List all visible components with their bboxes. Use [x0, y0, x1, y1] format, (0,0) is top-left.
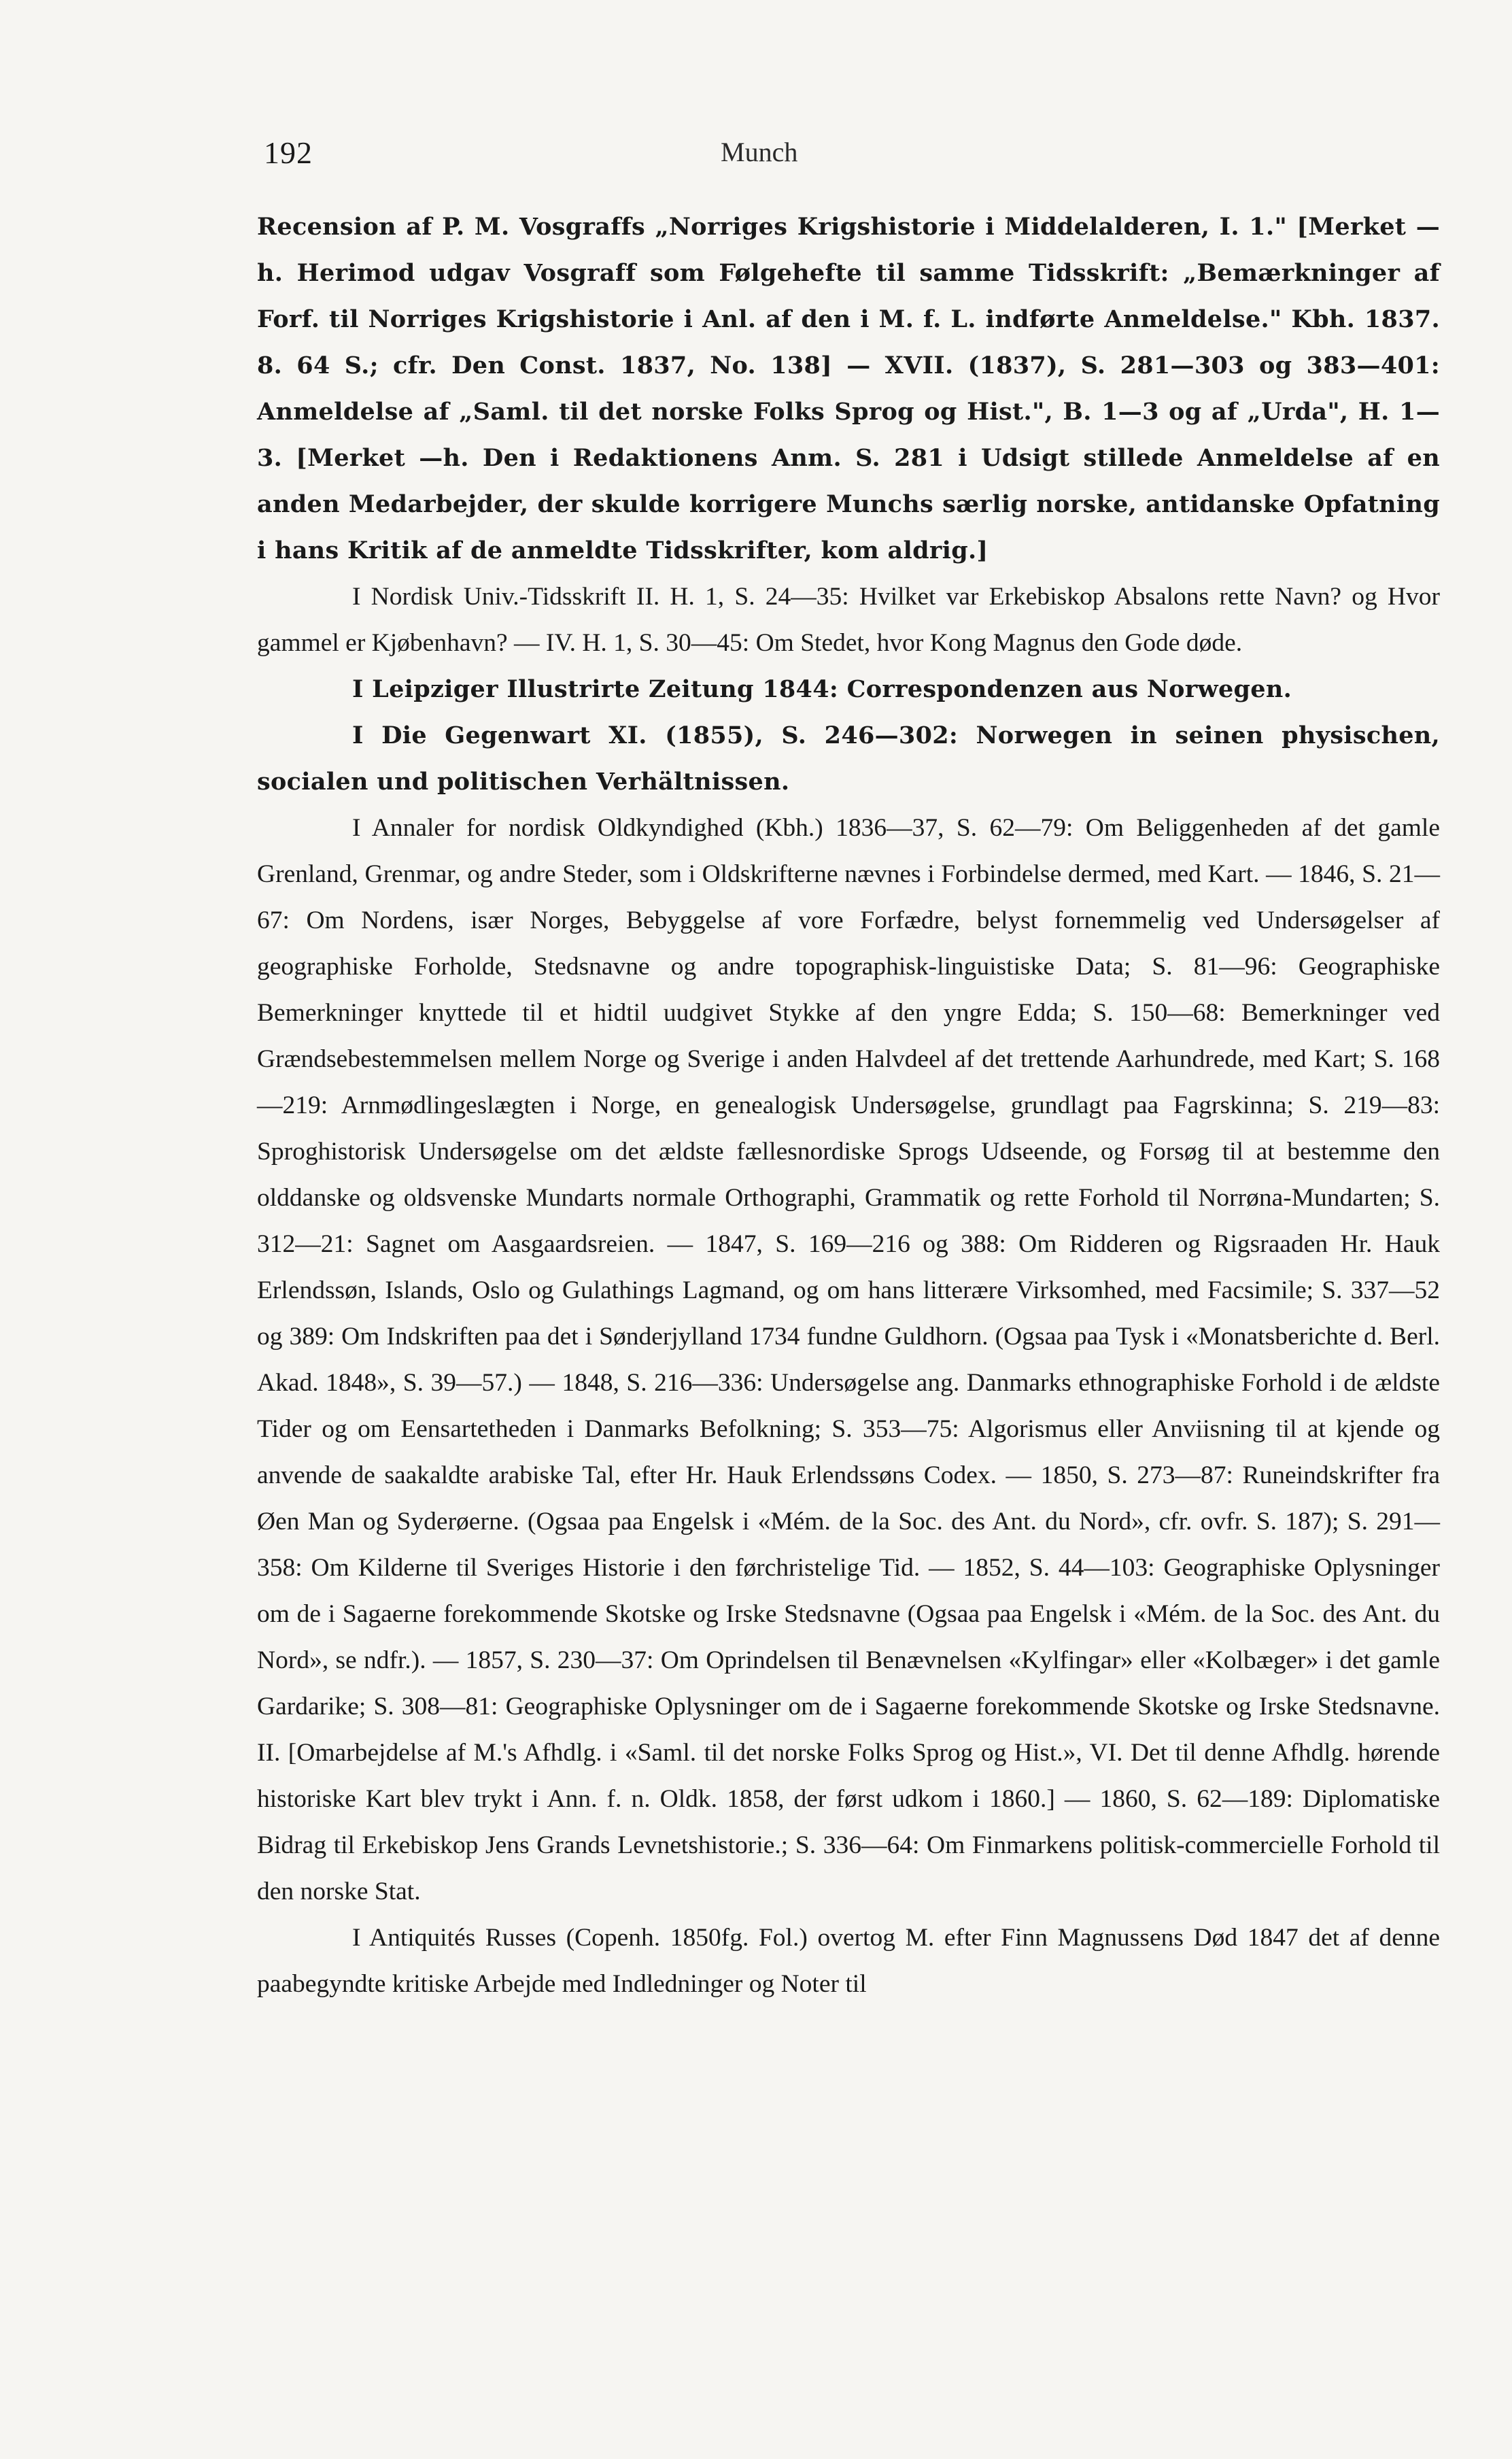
paragraph-antiquites-russes: I Antiquités Russes (Copenh. 1850fg. Fol.) overtog M. efter Finn Magnussens Død 1847 det af denne paabegyndte kritiske Arbejde med Indledninger og Noter til — [257, 1924, 1440, 1998]
running-head: Munch — [721, 137, 798, 167]
body-text — [257, 204, 1440, 2007]
paragraph-annaler: I Annaler for nordisk Oldkyndighed (Kbh.) 1836—37, S. 62—79: Om Beliggenheden af det gamle Grenland, Grenmar, og andre Steder, som i Oldskrifterne nævnes i Forbindelse dermed, med Kart. — 1846, S. 21—67: Om Nordens, især Norges, Bebyggelse af vore Forfædre, belyst fornemmelig ved Undersøgelser af geographiske Forholde, Stedsnavne og andre topographisk-linguistiske Data; S. 81—96: Geographiske Bemerkninger knyttede til et hidtil uudgivet Stykke af den yngre Edda; S. 150—68: Bemerkninger ved Grændsebestemmelsen mellem Norge og Sverige i anden Halvdeel af det trettende Aarhundrede, med Kart; S. 168—219: Arnmødlingeslægten i Norge, en genealogisk Undersøgelse, grundlagt paa Fagrskinna; S. 219—83: Sproghistorisk Undersøgelse om det ældste fællesnordiske Sprogs Udseende, og Forsøg til at bestemme den olddanske og oldsvenske Mundarts normale Orthographi, Grammatik og rette Forhold til Norrøna-Mundarten; S. 312—21: Sagnet om Aasgaardsreien. — 1847, S. 169—216 og 388: Om Ridderen og Rigsraaden Hr. Hauk Erlendssøn, Islands, Oslo og Gulathings Lagmand, og om hans litterære Virksomhed, med Facsimile; S. 337—52 og 389: Om Indskriften paa det i Sønderjylland 1734 fundne Guldhorn. (Ogsaa paa Tysk i «Monatsberichte d. Berl. Akad. 1848», S. 39—57.) — 1848, S. 216—336: Undersøgelse ang. Danmarks ethnographiske Forhold i de ældste Tider og om Eensartetheden i Danmarks Befolkning; S. 353—75: Algorismus eller Anviisning til at kjende og anvende de saakaldte arabiske Tal, efter Hr. Hauk Erlendssøns Codex. — 1850, S. 273—87: Runeindskrifter fra Øen Man og Syderøerne. (Ogsaa paa Engelsk i «Mém. de la Soc. des Ant. du Nord», cfr. ovfr. S. 187); S. 291—358: Om Kilderne til Sveriges Historie i den førchristelige Tid. — 1852, S. 44—103: Geographiske Oplysninger om de i Sagaerne forekommende Skotske og Irske Stedsnavne (Ogsaa paa Engelsk i «Mém. de la Soc. des Ant. du Nord», se ndfr.). — 1857, S. 230—37: Om Oprindelsen til Benævnelsen «Kylfingar» eller «Kolbæger» i det gamle Gardarike; S. 308—81: Geographiske Oplysninger om de i Sagaerne forekommende Skotske og Irske Stedsnavne. II. [Omarbejdelse af M.'s Afhdlg. i «Saml. til det norske Folks Sprog og Hist.», VI. Det til denne Afhdlg. hørende historiske Kart blev trykt i Ann. f. n. Oldk. 1858, der først udkom i 1860.] — 1860, S. 62—189: Diplomatiske Bidrag til Erkebiskop Jens Grands Levnetshistorie.; S. 336—64: Om Finmarkens politisk-commercielle Forhold til den norske Stat. — [257, 814, 1440, 1905]
paragraph-recension: Recension af P. M. Vosgraffs „Norriges Krigshistorie i Middelalderen, I. 1." [Merket —h. Herimod udgav Vosgraff som Følgehefte til samme Tidsskrift: „Bemærkninger af Forf. til Norriges Krigshistorie i Anl. af den i M. f. L. indførte Anmeldelse." Kbh. 1837. 8. 64 S.; cfr. Den Const. 1837, No. 138] — XVII. (1837), S. 281—303 og 383—401: Anmeldelse af „Saml. til det norske Folks Sprog og Hist.", B. 1—3 og af „Urda", H. 1—3. [Merket —h. Den i Redaktionens Anm. S. 281 i Udsigt stillede Anmeldelse af en anden Medarbejder, der skulde korrigere Munchs særlig norske, antidanske Opfatning i hans Kritik af de anmeldte Tidsskrifter, kom aldrig.] — [257, 213, 1440, 564]
paragraph-nordisk-univ-tidsskrift: I Nordisk Univ.-Tidsskrift II. H. 1, S. 24—35: Hvilket var Erkebiskop Absalons rette Navn? og Hvor gammel er Kjøbenhavn? — IV. H. 1, S. 30—45: Om Stedet, hvor Kong Magnus den Gode døde. — [257, 583, 1440, 657]
paragraph-leipziger-zeitung: I Leipziger Illustrirte Zeitung 1844: Correspondenzen aus Norwegen. — [352, 675, 1292, 703]
page-number: 192 — [264, 135, 313, 170]
paragraph-die-gegenwart: I Die Gegenwart XI. (1855), S. 246—302: Norwegen in seinen physischen, socialen und politischen Verhältnissen. — [257, 722, 1440, 796]
